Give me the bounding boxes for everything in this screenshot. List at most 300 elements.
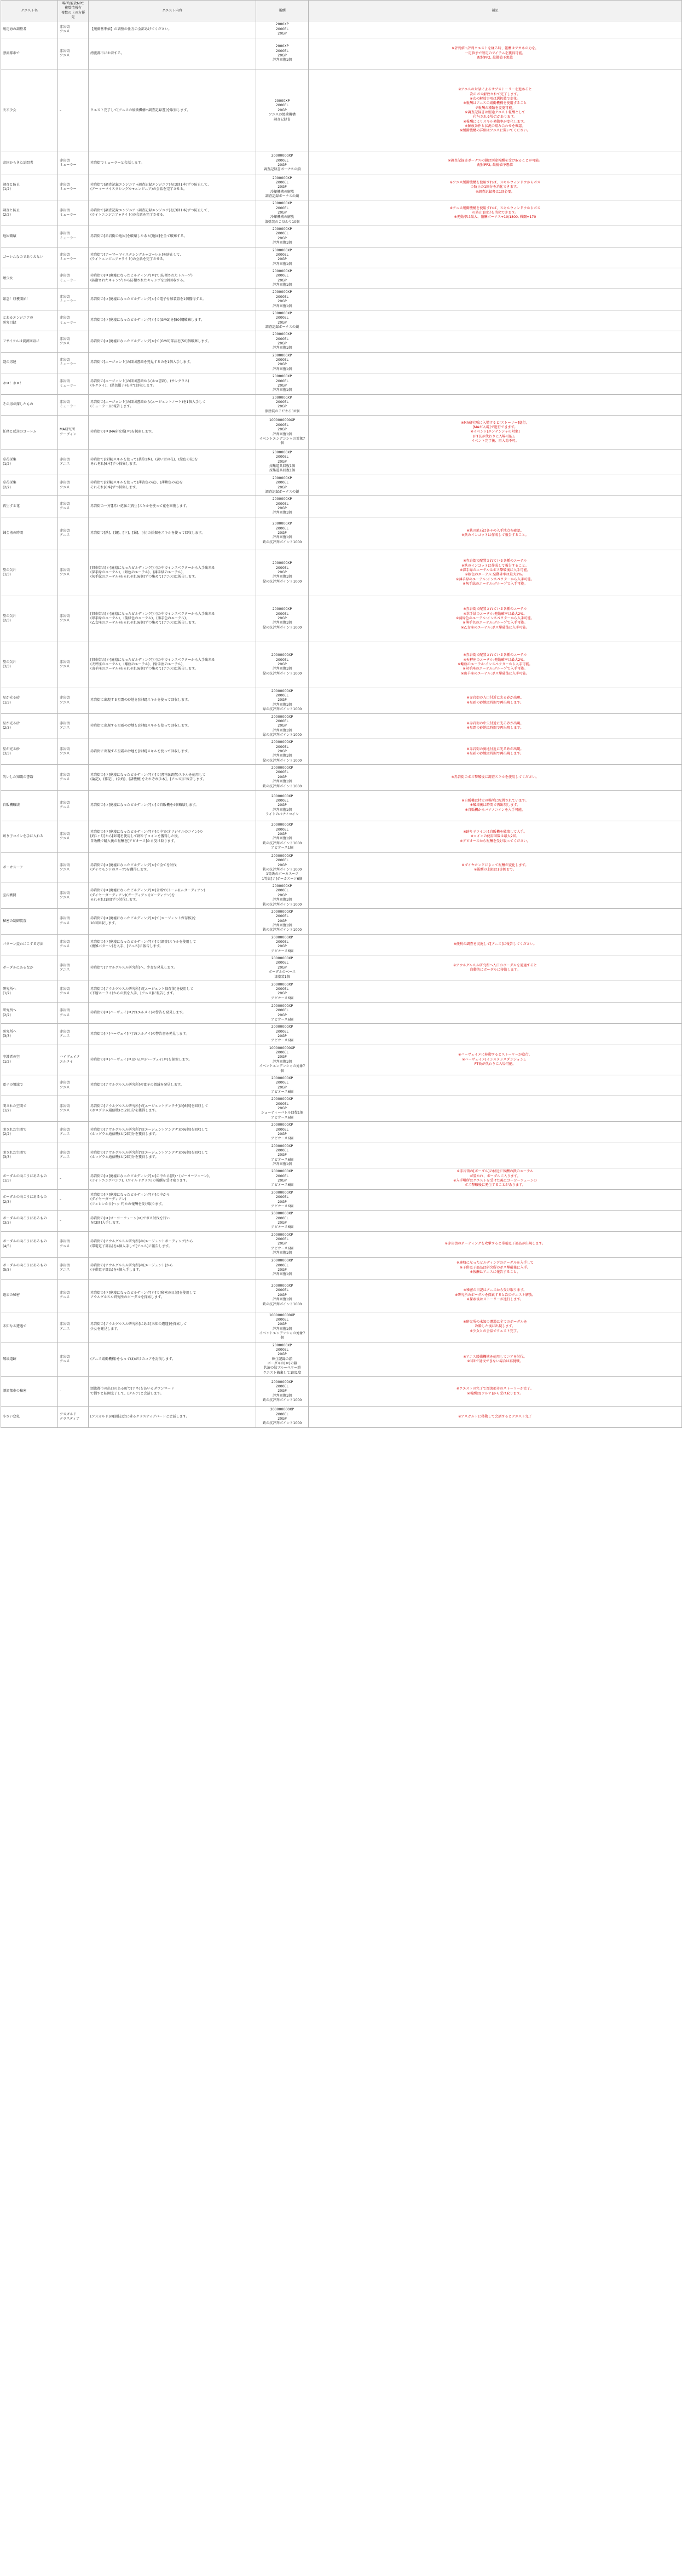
- location-cell: [58, 200, 89, 226]
- reward-cell: [256, 550, 309, 596]
- reward-cell-text: 20000000XP 2000EL 20GP アビオース6個: [271, 1123, 293, 1141]
- note-cell-text: ※評判値+評判クエストを経る時、報酬はアカネの力を。 一定値まで限定のアイテムを獲得可能。 配付PP2, 最優値予想値: [452, 47, 539, 60]
- reward-cell-text: 2000000XP 2000EL 20GP 調査記録ボーナスの鎖: [265, 311, 299, 329]
- quest-name-cell-text: 未知なる遭遇で: [3, 1324, 27, 1329]
- table-row: [1, 765, 682, 791]
- table-row: [1, 331, 682, 352]
- location-cell-text: 赤岩街 アニス: [60, 891, 70, 900]
- note-cell-text: ※廃墟になったビルディングのボーダルを入手して ※子供電子部品は研究所のボス撃破後に入手。 ※報酬はアニスに報告すること。: [456, 1261, 534, 1275]
- quest-name-cell: [1, 331, 58, 352]
- reward-cell: [256, 821, 309, 852]
- quest-content-cell-text: 赤岩街に出現する星霜の砂地を[採掘]スキルを使って回収します。: [90, 698, 191, 702]
- reward-cell: [256, 765, 309, 791]
- reward-cell-text: 2000000XP 2000EL 20GP 評判回復1個: [272, 227, 292, 245]
- quest-content-cell-text: 赤岩街で[採集]スキルを使って(薬草1本)、(黄い蛍の花)、(緑色の花)を それぞれ[6本]ずつ採集します。: [90, 457, 198, 466]
- reward-cell-text: 2000000XP 2000EL 20GP 評判回復1個: [272, 332, 292, 350]
- note-cell: [309, 1143, 682, 1168]
- reward-cell-text: 20000000XP 2000EL 20GP 評判回復1個: [271, 1259, 293, 1277]
- location-cell-text: 赤岩街 アニス: [60, 1008, 70, 1017]
- quest-table-header: [1, 1, 682, 21]
- location-cell: [58, 1342, 89, 1377]
- reward-cell-text: 20000000XP 2000EL 20GP アビオース6個: [271, 1076, 293, 1094]
- reward-cell-text: 20000000XP 2000EL 20GP アビオース6個: [271, 935, 293, 953]
- reward-cell-text: 2000000XP 2000EL 20GP 調査記録ボーナスの鎖: [265, 476, 299, 494]
- reward-cell: [256, 226, 309, 247]
- reward-cell-text: 2000000XP 2000EL 20GP 冷却機構の解放 漆塗装のこだわり10個: [264, 201, 300, 224]
- location-cell-text: –: [60, 1176, 62, 1180]
- quest-content-cell-text: 赤岩街で[調査記録エンジニア+調査記録エンジニア]を[3回1本]ずつ防止して、 (アーマーマイスタシングル+エンジニア)の会話を完了させる。: [90, 183, 211, 192]
- table-row: [1, 38, 682, 70]
- quest-name-cell: [1, 38, 58, 70]
- reward-cell: [256, 934, 309, 955]
- quest-content-cell-text: 赤岩街の[アウルグルスル研究所]で[エージェントアンテナ]の[6個]を回収して (ホログラム通信機)と[2回]分を獲得します。: [90, 1151, 209, 1160]
- reward-cell: [256, 1257, 309, 1279]
- quest-content-cell: [89, 688, 256, 713]
- quest-content-cell: [89, 70, 256, 152]
- quest-content-cell: [89, 475, 256, 495]
- quest-content-cell: [89, 852, 256, 883]
- location-cell: [58, 247, 89, 268]
- quest-name-cell: [1, 289, 58, 310]
- quest-name-cell-text: 草花採集 (1/2): [3, 457, 16, 466]
- quest-name-cell-text: 閉された空間で (2/2): [3, 1127, 27, 1136]
- quest-content-cell-text: 赤岩街に出現する星霜の砂地を[採掘]スキルを使って回収します。: [90, 724, 191, 728]
- reward-cell-text: 2000XP 2000EL 20GP: [275, 22, 289, 36]
- note-cell: [309, 955, 682, 981]
- note-cell: [309, 1257, 682, 1279]
- quest-content-cell: [89, 934, 256, 955]
- note-cell: [309, 247, 682, 268]
- note-cell: [309, 517, 682, 550]
- quest-name-cell-text: 緊急！収穫開始！: [3, 297, 30, 301]
- reward-cell: [256, 517, 309, 550]
- quest-content-cell: [89, 981, 256, 1002]
- table-row: [1, 70, 682, 152]
- location-cell: [58, 475, 89, 495]
- quest-content-cell: [89, 1279, 256, 1312]
- location-cell-text: 赤岩街 アニス: [60, 832, 70, 841]
- table-row: [1, 416, 682, 449]
- location-cell-text: 赤岩街 ミューラー: [60, 379, 77, 388]
- table-row: [1, 596, 682, 642]
- table-row: [1, 1231, 682, 1257]
- location-cell-text: 赤岩街 アニス: [60, 1240, 70, 1248]
- location-cell: [58, 790, 89, 821]
- quest-name-cell-text: 室内戦闘: [3, 893, 16, 897]
- quest-name-cell-text: その男が探したもの: [3, 402, 33, 407]
- note-cell: [309, 852, 682, 883]
- table-row: [1, 1377, 682, 1407]
- table-row: [1, 289, 682, 310]
- location-cell-text: 赤岩街 アニス: [60, 1104, 70, 1113]
- quest-name-cell: [1, 247, 58, 268]
- quest-content-cell-text: 赤岩街の[ロ]廃墟になったビルディング[ロ]全域で(トーム)(ムガーディアン) (ダイヤーガーディアン)(ガーディアン)(ガーディアン)を それぞれ[1回]ずつ討伐します。: [90, 889, 205, 902]
- quest-name-cell-text: 電子の領域で: [3, 1083, 24, 1087]
- table-row: [1, 21, 682, 38]
- reward-cell: [256, 908, 309, 934]
- reward-cell: [256, 596, 309, 642]
- quest-content-cell-text: 赤岩街の[ロ]廃墟になったビルディング[ロ]の中で(オリジナルのコイン)の [約1ヶ月]から[2回]を使用して跡り子コインを獲得した後、 自販機で購入後の報酬を[アビオース]から受け取ります。: [90, 829, 203, 843]
- quest-content-cell: [89, 955, 256, 981]
- quest-content-cell: [89, 152, 256, 175]
- note-cell: [309, 550, 682, 596]
- quest-name-cell-text: 過去の秘密: [3, 1293, 20, 1297]
- note-cell-text: ※赤岩街で配置されている各種のエーテル ※翠手緑のエーテル:発動確率は最大2%。 ※蒲緑色のエーテル:インスペクターから入手可能。 ※薄手色のエーテル:グループで入手可能。 ※乙女座のエーテル:ボス撃破後に入手可能。: [456, 607, 534, 630]
- note-cell: [309, 289, 682, 310]
- note-cell-text: ※ハーヴェイメに移動するとストーリーが進行。 ※ハーヴェイメ[インスタンスダンジョン]。 PT長が代わりに入場可能。: [458, 1053, 532, 1067]
- reward-cell: [256, 496, 309, 517]
- reward-cell-text: 20000000XP 2000EL 20GP ボーダルのベース 漆塗装1個: [268, 956, 296, 979]
- table-row: [1, 934, 682, 955]
- note-cell: [309, 373, 682, 394]
- location-cell-text: 赤岩街 ミューラー: [60, 208, 77, 217]
- reward-cell: [256, 1231, 309, 1257]
- quest-name-cell: [1, 821, 58, 852]
- quest-name-cell-text: ボーダルの向こうにあるもの (3/3): [3, 1216, 47, 1225]
- note-cell: [309, 1168, 682, 1189]
- quest-content-cell-text: 赤岩街の[ロ]廃墟になったビルディング[ロ]で[エージェント保存体]を 10回回収します。: [90, 917, 196, 925]
- quest-content-cell-text: 漂流都市の出口のある町で(アネ)をあいるダウンロード で倒すと転開完了して、[クルア]と会話します。: [90, 1387, 175, 1396]
- table-row: [1, 1045, 682, 1075]
- quest-content-cell-text: (アニス緩衝機構)をもって(4)がけのコアを討伐します。: [90, 1357, 176, 1361]
- quest-name-cell: [1, 642, 58, 688]
- location-cell: [58, 352, 89, 373]
- quest-content-cell-text: 赤岩街でミューラーと会話します。: [90, 160, 145, 165]
- location-cell: [58, 1075, 89, 1096]
- reward-cell: [256, 642, 309, 688]
- quest-content-cell: [89, 38, 256, 70]
- note-cell: [309, 1377, 682, 1407]
- quest-content-cell-text: 赤岩街の[アウルグルスル研究所]で[エージェント保存体]を使用して (下層ホーライ)からの瓶を入手、[アニス]に報告します。: [90, 987, 194, 996]
- location-cell: [58, 175, 89, 200]
- quest-content-cell-text: 赤岩街の[ロ]廃墟になったビルディング[ロ]で(調査)スキルを使用して (複雑パターン)を入手、[アニス]に報告します。: [90, 940, 196, 949]
- note-cell: [309, 268, 682, 289]
- quest-name-cell: [1, 739, 58, 765]
- quest-name-cell: [1, 955, 58, 981]
- note-cell-text: ※アニス緩衝機構を使用すれば、スキルウィンドウからボス の防止の1回分を消化できます。 ※調査記録書は1回必要。: [449, 180, 541, 194]
- note-cell-text: ※赤岩街のボーディングを攻撃すると帯電電子部品が出現します。: [444, 1242, 546, 1246]
- note-cell: [309, 1407, 682, 1427]
- quest-content-cell: [89, 226, 256, 247]
- quest-name-cell: [1, 21, 58, 38]
- quest-name-cell-text: ポーカスーツ: [3, 865, 23, 869]
- reward-cell: [256, 152, 309, 175]
- reward-cell-text: 2000000XP 2000EL 20GP 採集道具回復1個 採集道具回復1個: [269, 451, 296, 473]
- note-cell: [309, 1342, 682, 1377]
- location-cell: [58, 152, 89, 175]
- quest-name-cell: [1, 200, 58, 226]
- location-cell-text: 赤岩街 アニス: [60, 49, 70, 58]
- table-row: [1, 852, 682, 883]
- location-cell: [58, 1143, 89, 1168]
- table-row: [1, 739, 682, 765]
- location-cell: [58, 394, 89, 415]
- quest-content-cell-text: 赤岩街の[ロ]廃墟になったビルディング[ロ]の中から(鉄)・(ゴーヨーフェーン)、 (ライトニングパンツ)、(ワイルドグラス)の報酬を受け取ります。: [90, 1174, 212, 1183]
- reward-cell: [256, 416, 309, 449]
- header-note: 補足: [309, 1, 682, 21]
- quest-content-cell-text: 赤岩街の[ロ]ハーヴェイ[ロ]から[ロ]ハーヴェイ[ロ]を探索します。: [90, 1057, 192, 1062]
- quest-content-cell: [89, 713, 256, 739]
- note-cell: [309, 713, 682, 739]
- note-cell: [309, 908, 682, 934]
- reward-cell-text: 2000000XP 2000EL 20GP 評判回復1個 鉄の抗評判ポイント1000: [262, 884, 302, 907]
- location-cell-text: 赤岩街 アニス: [60, 1355, 70, 1363]
- note-cell: [309, 394, 682, 415]
- quest-content-cell-text: 赤岩街の[エージェント]の回図書籍から(エージェントノート)を1個入手して (ミューラー)に報告します。: [90, 400, 206, 409]
- quest-name-cell: [1, 1143, 58, 1168]
- quest-content-cell: [89, 1377, 256, 1407]
- quest-name-cell-text: 閉された空間で (3/3): [3, 1151, 27, 1160]
- quest-name-cell-text: ボーダルにあるなか: [3, 965, 33, 970]
- reward-cell: [256, 790, 309, 821]
- reward-cell-text: 20000XP 2000EL 20GP アニスの緩衝機構 調査記録書: [268, 99, 296, 122]
- table-row: [1, 247, 682, 268]
- table-row: [1, 1122, 682, 1143]
- quest-name-cell: [1, 1122, 58, 1143]
- note-cell: [309, 596, 682, 642]
- reward-cell-text: 2000XP 2000EL 20GP 評判回復1個: [273, 44, 292, 62]
- quest-content-cell-text: 赤岩街で[アウルグルスル研究所]へ、少女を発見します。: [90, 965, 177, 970]
- quest-name-cell-text: 望の欠片 (3/3): [3, 660, 16, 669]
- quest-content-cell: [89, 1189, 256, 1210]
- location-cell: [58, 765, 89, 791]
- table-row: [1, 1342, 682, 1377]
- reward-cell: [256, 21, 309, 38]
- quest-content-cell-text: 赤岩街の[ロ]MA研究所[ロ]を探索します。: [90, 430, 155, 434]
- note-cell: [309, 934, 682, 955]
- quest-content-cell-text: 赤岩街の[ロ]廃墟になったビルディング[ロ]で(防衛されたトループ) (防衛されたキャンプ)から防衛されたキャンプを1個回収する。: [90, 274, 193, 283]
- quest-name-cell: [1, 1342, 58, 1377]
- reward-cell: [256, 1312, 309, 1342]
- quest-name-cell-text: 草花採集 (2/2): [3, 481, 16, 489]
- note-cell: [309, 883, 682, 909]
- reward-cell: [256, 1377, 309, 1407]
- location-cell-text: アスガルド クラスティア: [60, 1412, 80, 1421]
- note-cell: [309, 1002, 682, 1023]
- location-cell: [58, 1096, 89, 1122]
- quest-name-cell-text: 敵少女: [3, 276, 13, 280]
- table-row: [1, 200, 682, 226]
- location-cell-text: 赤岩街 ミューラー: [60, 158, 77, 168]
- quest-name-cell: [1, 1312, 58, 1342]
- location-cell-text: 赤岩街 アニス: [60, 1322, 70, 1331]
- note-cell: [309, 642, 682, 688]
- reward-cell-text: 2000000XP 2000EL 20GP 評判回復1個 緑の抗評判ポイント1000: [262, 561, 302, 584]
- quest-content-cell-text: 赤岩街の[アウルグルスル研究所]の[エージェント]から (子供電子部品)を4個入手します。: [90, 1263, 174, 1272]
- location-cell-text: ハイヴェイメ エルメイ: [60, 1055, 80, 1064]
- location-cell-text: 赤岩街 ミューラー: [60, 274, 77, 283]
- quest-name-cell: [1, 373, 58, 394]
- reward-cell: [256, 852, 309, 883]
- quest-name-cell: [1, 175, 58, 200]
- location-cell-text: 赤岩街 アニス: [60, 917, 70, 925]
- table-row: [1, 1168, 682, 1189]
- quest-content-cell: [89, 1122, 256, 1143]
- note-cell-text: ※赤岩街で配置されている各種のエーテル ※天秤座のエーテル:発動確率は最大2%。 ※蠍座のエーテル:インスペクターから入手可能。 ※射手座のエーテル:グループで入手可能。 ※山羊座のエーテル:ボス撃破後に入手可能。: [458, 653, 533, 676]
- location-cell-text: 赤岩街 アニス: [60, 502, 70, 510]
- location-cell-text: 赤岩街 アニス: [60, 773, 70, 781]
- reward-cell: [256, 38, 309, 70]
- note-cell: [309, 175, 682, 200]
- note-cell: [309, 38, 682, 70]
- quest-name-cell: [1, 790, 58, 821]
- location-cell: [58, 1045, 89, 1075]
- reward-cell: [256, 310, 309, 331]
- location-cell-text: 赤岩街 アニス: [60, 1029, 70, 1039]
- reward-cell: [256, 70, 309, 152]
- location-cell: [58, 821, 89, 852]
- quest-name-cell: [1, 1002, 58, 1023]
- quest-name-cell: [1, 1096, 58, 1122]
- table-row: [1, 1024, 682, 1045]
- header-reward: 報酬: [256, 1, 309, 21]
- quest-content-cell: [89, 908, 256, 934]
- location-cell: [58, 1189, 89, 1210]
- location-cell: [58, 642, 89, 688]
- reward-cell: [256, 449, 309, 475]
- quest-content-cell: [89, 1075, 256, 1096]
- note-cell: [309, 21, 682, 38]
- note-cell-text: ※アニスの対話によるサブストーリーを進めると 次のボス解放されて完了します。 ※次の解放事項は選択肢で変化。 ※報酬はアニスの緩衝機構を使用すること で報酬の種類を変更可能。 ※調査記録書は別途クエスト報酬として 付与される場合があります。 ※報酬によりスキル発動率が変化します。 ※解放条件と状況の組み合わせを確認。 ※緩衝機構の詳細はアニスに聞いてください。: [458, 88, 532, 133]
- quest-name-cell-text: 守護者の空 (1/2): [3, 1055, 20, 1064]
- location-cell: [58, 883, 89, 909]
- quest-content-cell-text: 【緩衝基準値】の調整の仕方の全部あげてください。: [90, 27, 172, 31]
- quest-name-cell-text: 錬金術の時間: [3, 531, 24, 535]
- location-cell-text: –: [60, 1197, 62, 1202]
- table-row: [1, 1257, 682, 1279]
- location-cell-text: 赤岩街 ミューラー: [60, 358, 77, 367]
- reward-cell: [256, 688, 309, 713]
- reward-cell: [256, 373, 309, 394]
- location-cell-text: 赤岩街 アニス: [60, 457, 70, 466]
- note-cell-text: ※アウルグルスル研究所へ入口のボーダルを通過すると 自動的にボーダルに移動します。: [453, 963, 537, 972]
- table-row: [1, 908, 682, 934]
- location-cell-text: 赤岩街 ミューラー: [60, 295, 77, 304]
- location-cell: [58, 981, 89, 1002]
- quest-name-cell-text: 研究所へ (3/3): [3, 1029, 16, 1039]
- note-cell: [309, 449, 682, 475]
- quest-content-cell: [89, 496, 256, 517]
- quest-name-cell: [1, 394, 58, 415]
- note-cell-text: ※赤岩街の入口付近に光る砂が出現。 ※星霜の砂地は時間で再出現します。: [466, 696, 524, 705]
- location-cell-text: 赤岩街 アニス: [60, 1290, 70, 1299]
- note-cell-text: ※アニス緩衝機構を使用してコアを討伐。 ※1回で討伐できない場合は再挑戦。: [463, 1355, 527, 1363]
- quest-name-cell: [1, 596, 58, 642]
- quest-name-cell-text: 秘密の制御装置: [3, 919, 27, 923]
- reward-cell-text: 20000000XP 2000EL 20GP 調査記録書ボーナスの鎖: [263, 154, 301, 172]
- quest-content-cell-text: 赤岩街の[ロ]廃墟になったビルディング[ロ]で(書物)(調査)スキルを使用して (論記)、(雑記)、(公約)、(諸機構)をそれぞれ[1本]、[アニス]に報告します。: [90, 773, 206, 781]
- reward-cell-text: 20000000XP 2000EL 20GP 評判回復1個 鉄の抗評判ポイント1000: [262, 1380, 302, 1403]
- location-cell-text: –: [60, 1218, 62, 1223]
- quest-content-cell-text: 赤岩街の[ロ]廃墟になったビルディング[ロ]で[GMG]を[50個]破棄します。: [90, 318, 205, 322]
- quest-content-cell-text: [旧市街の[ロ]廃墟になったビルディング[ロ]の中でインスペクターから入手出来る (天秤座のエーテル)、(蠍座のエーテル)、(射手座のエーテル)、 (山羊座のエーテル)をそれぞれ[6個]ずつ集めて[アニス]に報告します。: [90, 658, 215, 671]
- quest-name-cell: [1, 1189, 58, 1210]
- quest-name-cell: [1, 1211, 58, 1231]
- quest-name-cell-text: ボーダルの向こうにあるもの (1/3): [3, 1174, 47, 1183]
- quest-content-cell: [89, 883, 256, 909]
- header-quest-content: クエスト内容: [89, 1, 256, 21]
- location-cell: [58, 955, 89, 981]
- location-cell-text: 赤岩街 アニス: [60, 1127, 70, 1136]
- reward-cell: [256, 1075, 309, 1096]
- reward-cell: [256, 883, 309, 909]
- table-row: [1, 1189, 682, 1210]
- reward-cell: [256, 1122, 309, 1143]
- location-cell: [58, 1407, 89, 1427]
- reward-cell-text: 20000000XP 2000EL 20GP 評判回復1個 鉄の抗評判ポイント1000: [262, 766, 302, 788]
- quest-name-cell-text: 星が光る砂 (3/3): [3, 747, 20, 756]
- table-row: [1, 821, 682, 852]
- quest-name-cell-text: 調査と防止 (1/2): [3, 183, 20, 192]
- note-cell: [309, 352, 682, 373]
- location-cell: [58, 268, 89, 289]
- table-row: [1, 475, 682, 495]
- quest-content-cell: [89, 416, 256, 449]
- reward-cell: [256, 352, 309, 373]
- quest-name-cell: [1, 268, 58, 289]
- reward-cell-text: 2000000XP 2000EL 20GP 評判回復1個: [272, 497, 292, 515]
- quest-content-cell: [89, 550, 256, 596]
- location-cell-text: 赤岩街 アニス: [60, 25, 70, 33]
- note-cell: [309, 1122, 682, 1143]
- location-cell: [58, 550, 89, 596]
- reward-cell-text: 20000000XP 2000EL 20GP 評判回復1個 ライトのバナノコイン: [265, 794, 299, 816]
- quest-name-cell: [1, 310, 58, 331]
- quest-content-cell-text: 赤岩街の[アウルグルスル研究所]の電子の領域を発見します。: [90, 1083, 184, 1087]
- table-row: [1, 790, 682, 821]
- quest-name-cell-text: 閉された空間で (1/2): [3, 1104, 27, 1113]
- reward-cell: [256, 1002, 309, 1023]
- quest-content-cell: [89, 739, 256, 765]
- location-cell: [58, 38, 89, 70]
- location-cell: [58, 226, 89, 247]
- note-cell-text: ※赤岩街のボス撃破後に調査スキルを使用してください。: [451, 775, 539, 779]
- location-cell-text: 赤岩街 ミューラー: [60, 316, 77, 325]
- quest-name-cell: [1, 475, 58, 495]
- quest-name-cell-text: 自販機破壊: [3, 803, 20, 808]
- reward-cell: [256, 1045, 309, 1075]
- reward-cell: [256, 713, 309, 739]
- reward-cell: [256, 1168, 309, 1189]
- quest-content-cell-text: 赤岩街で[採集]スキルを使って(薄黄色の花)、(薄紫色の花)を それぞれ[6本]ずつ採集します。: [90, 481, 183, 489]
- note-cell-text: ※自販機は特定の場所に配置されています。 ※破壊後は時間で再出現します。 ※自販機からバナノコインを入手可能。: [461, 798, 529, 812]
- reward-cell-text: 2000000XP 2000EL 20GP 評判回復1個 鉄の抗評判ポイント1000: [262, 522, 302, 544]
- quest-content-cell-text: 赤岩街の[ロ]廃墟になったビルディング[ロ]で[秘密の日記]を使用して アウルグルスル研究所のボーダルを探索します。: [90, 1290, 196, 1299]
- location-cell: [58, 713, 89, 739]
- note-cell: [309, 1279, 682, 1312]
- table-row: [1, 1279, 682, 1312]
- location-cell: [58, 1377, 89, 1407]
- note-cell-text: ※研究所の未知の遭遇は全てのボーダルを 攻略した後に出現します。 ※少女との会話でクエスト完了。: [463, 1320, 527, 1333]
- reward-cell: [256, 1024, 309, 1045]
- location-cell: [58, 934, 89, 955]
- quest-name-cell: [1, 713, 58, 739]
- reward-cell-text: 20000000XP 2000EL 20GP 評判回復1個 鉄の抗評判ポイント1000: [262, 909, 302, 932]
- quest-content-cell: [89, 352, 256, 373]
- quest-name-cell-text: 緩定海の調整者: [3, 27, 27, 31]
- location-cell: [58, 416, 89, 449]
- quest-content-cell: [89, 517, 256, 550]
- quest-name-cell: [1, 908, 58, 934]
- quest-content-cell: [89, 200, 256, 226]
- quest-content-cell: [89, 765, 256, 791]
- table-row: [1, 268, 682, 289]
- quest-name-cell-text: リサイクルは資源回収に: [3, 339, 40, 343]
- reward-cell-text: 20000000XP 2000EL 20GP アビオース6個: [271, 982, 293, 1000]
- note-cell: [309, 310, 682, 331]
- quest-content-cell: [89, 1002, 256, 1023]
- note-cell-text: ※跡り子コインは自販機を破壊して入手。 ※コインの使用回数は最大2回。 ※アビオースから報酬を受け取ってください。: [460, 829, 530, 843]
